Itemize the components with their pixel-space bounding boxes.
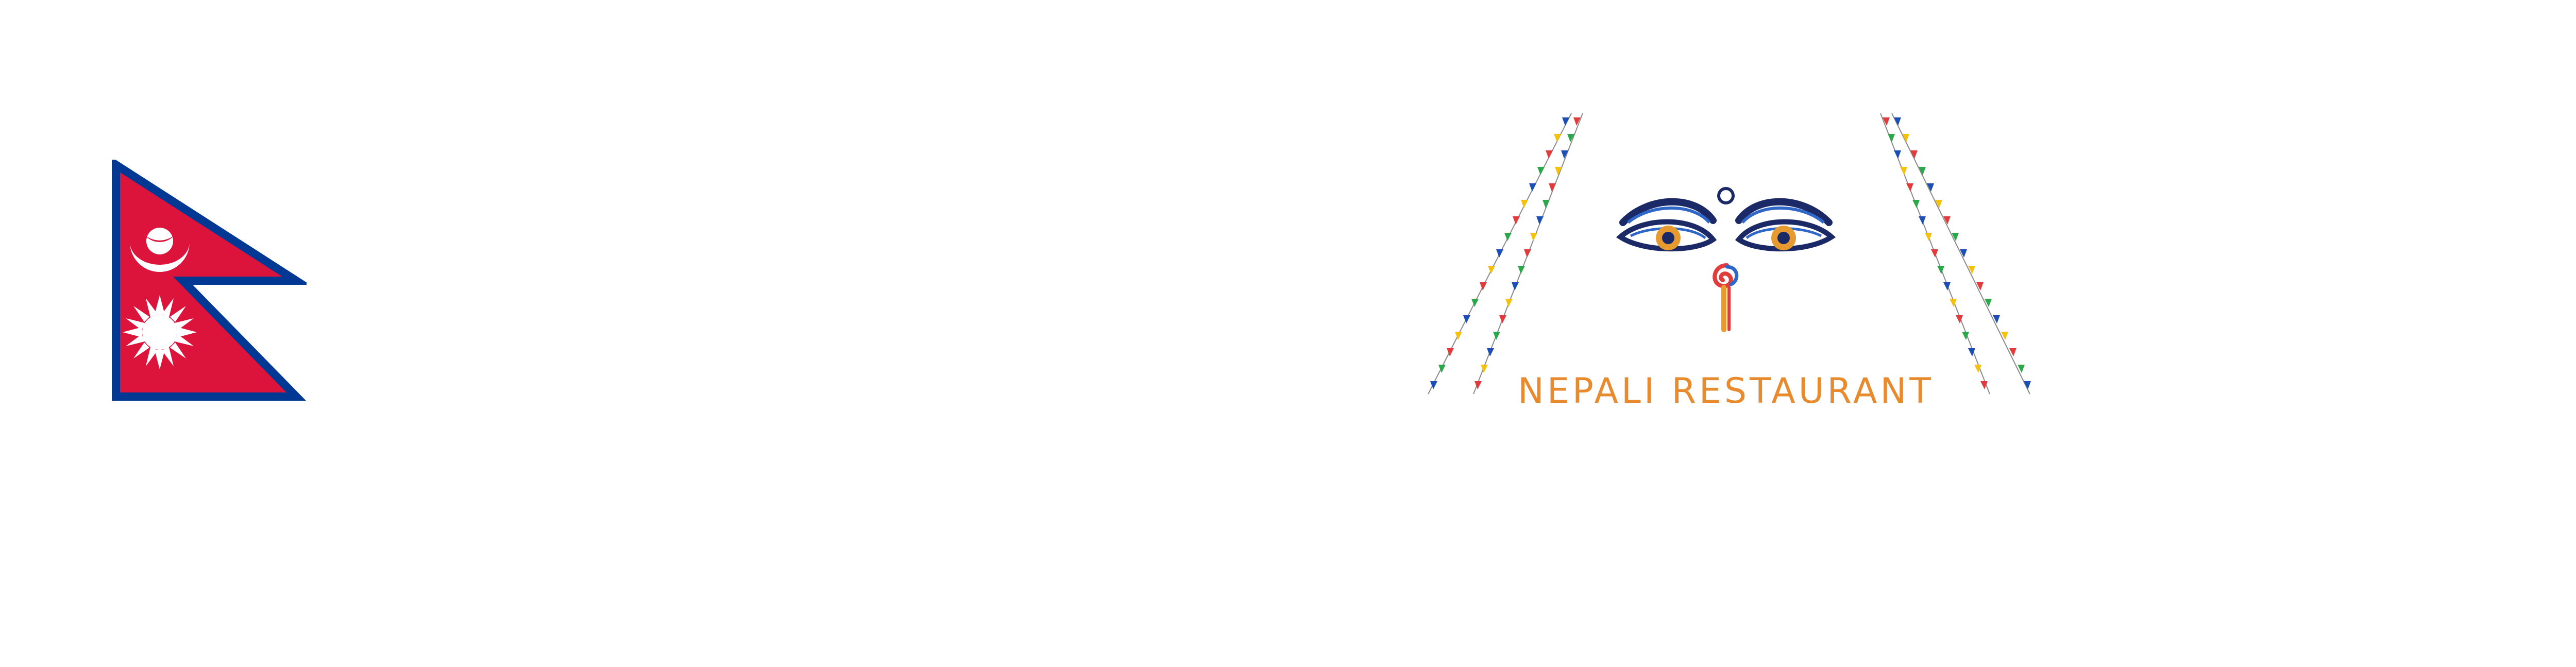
buddha-eyes-logo-icon <box>1607 175 1844 361</box>
nepal-flag-icon <box>111 160 307 402</box>
restaurant-name: NEPALI RESTAURANT <box>1518 371 1934 412</box>
restaurant-logo <box>1417 103 2035 412</box>
